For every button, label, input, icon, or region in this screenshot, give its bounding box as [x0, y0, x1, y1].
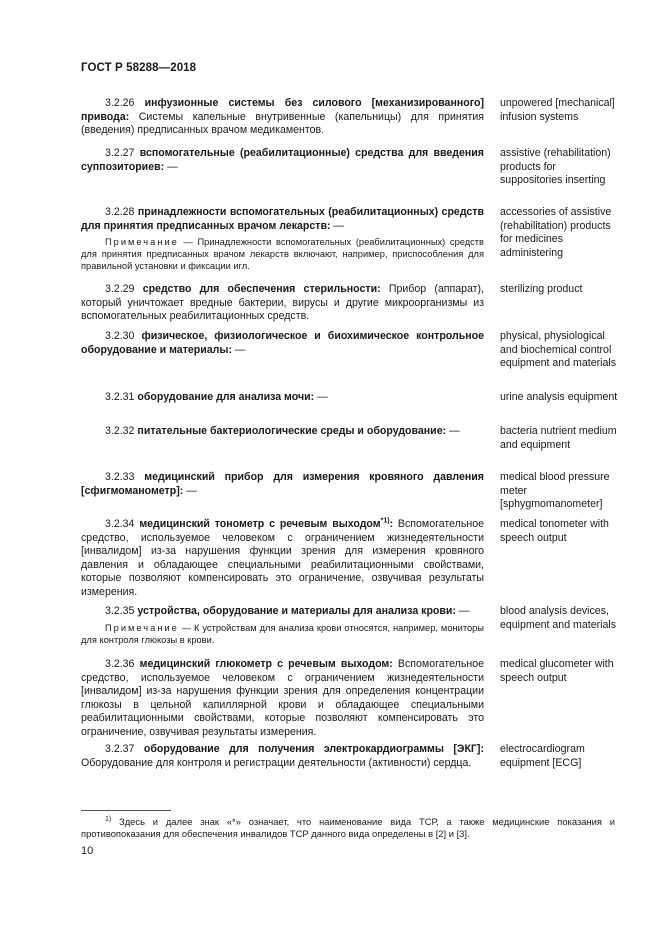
term-english: electrocardiogram equipment [ECG] [500, 743, 585, 769]
term-definition: — [231, 343, 246, 356]
term-name: устройства, оборудование и материалы для анализа крови: [137, 605, 456, 617]
term-name: физическое, физиологическое и биохимическое контрольное оборудование и материалы: [81, 330, 484, 356]
term-number: 3.2.31 [105, 391, 135, 403]
term-note [81, 622, 484, 646]
term-russian [81, 330, 484, 357]
term-note [81, 236, 484, 272]
term-number: 3.2.26 [105, 97, 135, 109]
term-english: physical, physiological and biochemical control equipment and materials [500, 330, 617, 370]
term-english: sterilizing product [500, 283, 583, 295]
term-colon: : [389, 518, 394, 530]
term-number: 3.2.27 [105, 147, 135, 159]
term-number: 3.2.30 [105, 330, 135, 342]
term-number: 3.2.36 [105, 658, 135, 670]
term-name: медицинский глюкометр с речевым выходом: [139, 658, 393, 670]
term-name: инфузионные системы без силового [механизированного] привода: [81, 97, 484, 123]
term-russian [81, 658, 484, 740]
footnote-mark: 1) [105, 815, 112, 823]
term-name: оборудование для анализа мочи: [137, 391, 315, 403]
term-definition: — [314, 391, 328, 403]
term-english: medical tonometer with speech output [500, 518, 609, 544]
term-russian [81, 283, 484, 324]
term-paragraph [81, 471, 484, 498]
term-definition: Вспомогательное средство, используемое человеком с ограничением жизнедеятельности [инвалидом] из-за нарушения функции зрения для определения концентрации глюкозы в цельной капиллярной крови и обладающее специальными реабилитационными свойствами, которые позволяют компенсировать это ограничение, озвучивая результаты измерения. [81, 658, 484, 738]
term-russian [81, 605, 484, 646]
term-paragraph [81, 330, 484, 357]
term-number: 3.2.28 [105, 206, 135, 218]
term-english: bacteria nutrient medium and equipment [500, 425, 617, 451]
term-number: 3.2.35 [105, 605, 135, 617]
term-name: оборудование для получения электрокардиограммы [ЭКГ]: [143, 743, 484, 755]
note-label: Примечание [105, 237, 179, 248]
term-english: assistive (rehabilitation) products for suppositories inserting [500, 147, 611, 187]
term-definition: Прибор (аппарат), который уничтожает вредные бактерии, вирусы и другие микроорганизмы из вспомогательных реабилитационных средств. [81, 283, 484, 323]
term-footnote-mark: *1) [380, 517, 390, 525]
term-number: 3.2.33 [105, 471, 135, 483]
term-english: medical blood pressure meter [sphygmomanometer] [500, 471, 610, 511]
page-number: 10 [81, 845, 94, 857]
term-paragraph [81, 605, 484, 619]
term-english: accessories of assistive (rehabilitation) products for medicines administering [500, 206, 612, 259]
term-number: 3.2.29 [105, 283, 135, 295]
term-russian [81, 743, 484, 770]
term-name: медицинский прибор для измерения кровяного давления [сфигмоманометр]: [81, 471, 484, 497]
term-english: urine analysis equipment [500, 391, 618, 403]
note-text: — Принадлежности вспомогательных (реабилитационных) средств для принятия предписанных врачом лекарств включают, например, приспособления для правильной установки и фиксации игл. [81, 237, 484, 272]
term-definition: Оборудование для контроля и регистрации деятельности (активности) сердца. [81, 756, 472, 769]
term-english: medical glucometer with speech output [500, 658, 614, 684]
term-paragraph [81, 147, 484, 174]
term-name: вспомогательные (реабилитационные) средства для введения суппозиториев: [81, 147, 484, 173]
term-definition: Системы капельные внутривенные (капельницы) для принятия (введения) предписанных врачом медикаментов. [81, 110, 484, 137]
term-paragraph [81, 283, 484, 324]
term-paragraph [81, 743, 484, 770]
term-definition: — [446, 425, 460, 437]
term-name: принадлежности вспомогательных (реабилитационных) средств для принятия предписанных врачом лекарств: [81, 206, 484, 232]
term-english: unpowered [mechanical] infusion systems [500, 97, 615, 123]
term-number: 3.2.32 [105, 425, 135, 437]
footnote [81, 816, 615, 841]
term-definition: — [164, 160, 178, 173]
note-label: Примечание [105, 622, 179, 633]
term-russian [81, 471, 484, 498]
term-definition: — [183, 484, 197, 497]
document-header: ГОСТ Р 58288—2018 [81, 62, 197, 74]
term-paragraph [81, 518, 484, 600]
term-definition: Вспомогательное средство, используемое человеком с ограничением жизнедеятельности [инвалидом] из-за нарушения функции зрения для измерения кровяного давления и обладающее специальными реабилитационными свойствами, которые позволяют компенсировать это ограничение, озвучивая результаты измерения. [81, 518, 484, 598]
note-text: — К устройствам для анализа крови относятся, например, мониторы для контроля глюкозы в крови. [81, 622, 484, 645]
term-number: 3.2.34 [105, 518, 135, 530]
footnote-text: Здесь и далее знак «*» означает, что наименование вида ТСР, а также медицинские показания и противопоказания для обеспечения инвалидов ТСР данного вида определены в [2] и [3]. [81, 816, 615, 840]
footnote-separator [81, 810, 171, 811]
term-russian [81, 391, 484, 405]
term-paragraph [81, 97, 484, 138]
term-paragraph [81, 206, 484, 233]
term-russian [81, 425, 484, 439]
term-english: blood analysis devices, equipment and materials [500, 605, 617, 631]
term-number: 3.2.37 [105, 743, 135, 755]
term-definition: — [330, 219, 345, 232]
term-russian [81, 97, 484, 138]
term-paragraph [81, 425, 484, 439]
term-name: питательные бактериологические среды и оборудование: [137, 425, 447, 437]
term-name: средство для обеспечения стерильности: [142, 283, 381, 295]
term-definition: — [455, 605, 470, 617]
term-russian [81, 206, 484, 272]
term-name: медицинский тонометр с речевым выходом [139, 518, 381, 530]
term-russian [81, 147, 484, 174]
term-russian [81, 518, 484, 600]
term-paragraph [81, 658, 484, 740]
term-paragraph [81, 391, 484, 405]
